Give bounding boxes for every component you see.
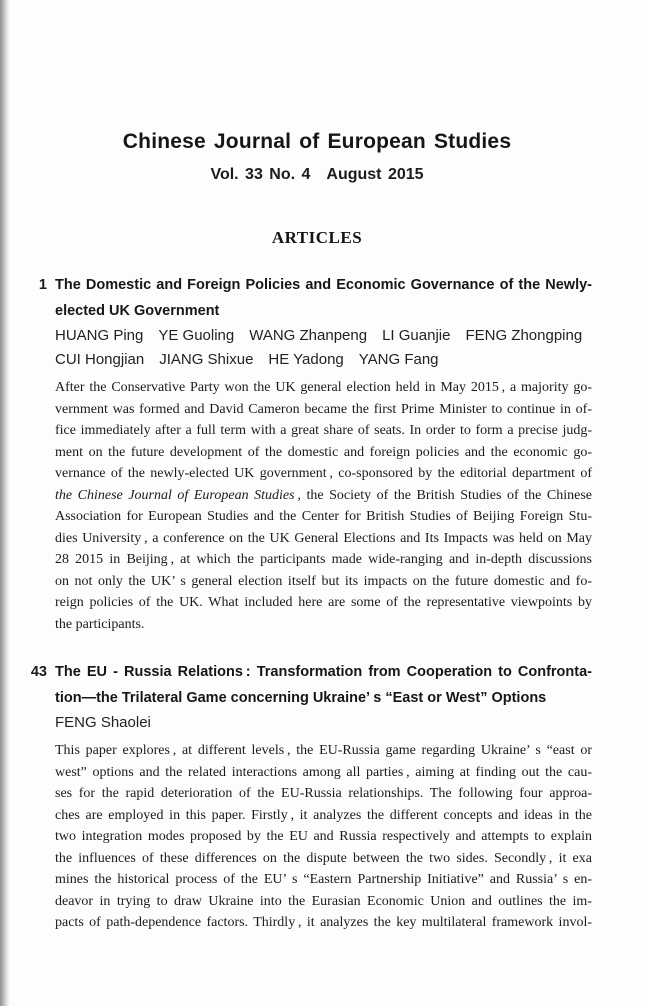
article-body <box>55 272 592 635</box>
abstract-line: This paper explores , at different levels , the EU-Russia game regarding Ukraine’ s “east or <box>55 743 592 758</box>
abstract-text-segment: , the Society of the British Studies of the Chinese <box>294 487 592 503</box>
article-body <box>55 659 592 934</box>
abstract-line: vernance of the newly-elected UK government , co-sponsored by the editorial department of <box>55 466 592 481</box>
abstract-line: fice immediately after a full term with a great share of seats. In order to form a precise judg- <box>55 423 592 438</box>
abstract-line: west” options and the related interactions among all parties , aiming at finding out the cau- <box>55 764 592 780</box>
journal-name-italic: the Chinese Journal of European Studies <box>55 487 295 503</box>
article-page-number: 1 <box>38 277 47 293</box>
article-authors-line: CUI Hongjian JIANG Shixue HE Yadong YANG Fang <box>55 351 439 368</box>
article-title-line: elected UK Government <box>55 303 220 319</box>
abstract-line: on not only the UK’ s general election itself but its impacts on the future domestic and fo- <box>55 573 592 589</box>
article-abstract <box>55 377 592 635</box>
abstract-line: the participants. <box>55 616 145 632</box>
article-entry <box>0 272 648 635</box>
article-authors-line: HUANG Ping YE Guoling WANG Zhanpeng LI Guanjie FENG Zhongping <box>55 327 583 344</box>
abstract-line: 28 2015 in Beijing , at which the participants made wide-ranging and in-depth discussions <box>55 552 592 567</box>
abstract-line: mines the historical process of the EU’ s “Eastern Partnership Initiative” and Russia’ s en- <box>55 872 592 887</box>
abstract-line: deavor in trying to draw Ukraine into the Eurasian Economic Union and outlines the im- <box>55 893 592 909</box>
abstract-line: After the Conservative Party won the UK general election held in May 2015 , a majority go- <box>55 380 592 395</box>
article-title-line: The EU - Russia Relations : Transformation from Cooperation to Confronta- <box>55 664 592 680</box>
abstract-line <box>55 485 592 507</box>
article-authors-line: FENG Shaolei <box>55 714 151 731</box>
article-title-line: The Domestic and Foreign Policies and Economic Governance of the Newly- <box>55 277 592 293</box>
article-title-line: tion—the Trilateral Game concerning Ukraine’ s “East or West” Options <box>55 690 547 706</box>
abstract-line: vernment was formed and David Cameron became the first Prime Minister to continue in of- <box>55 401 592 417</box>
article-page-number: 43 <box>30 664 47 680</box>
section-heading-articles: ARTICLES <box>271 228 363 247</box>
abstract-line: two integration modes proposed by the EU and Russia respectively and attempts to explain <box>55 829 592 844</box>
article-authors <box>55 711 592 735</box>
abstract-line: ses for the rapid deterioration of the EU-Russia relationships. The following four approa- <box>55 786 592 801</box>
article-authors <box>55 324 592 372</box>
abstract-line: ment on the future development of the domestic and foreign policies and the economic go- <box>55 444 592 460</box>
abstract-line: pacts of path-dependence factors. Thirdly , it analyzes the key multilateral framework invol- <box>55 915 592 930</box>
article-entry <box>0 659 648 934</box>
abstract-line: Association for European Studies and the Center for British Studies of Beijing Foreign Stu- <box>55 509 592 524</box>
article-title <box>55 272 592 324</box>
issue-line: Vol. 33 No. 4 August 2015 <box>210 166 424 183</box>
article-abstract <box>55 740 592 934</box>
journal-title: Chinese Journal of European Studies <box>122 130 512 153</box>
article-title <box>55 659 592 711</box>
abstract-line: reign policies of the UK. What included here are some of the representative viewpoints by <box>55 595 592 610</box>
journal-header <box>0 130 634 184</box>
abstract-line: ches are employed in this paper. Firstly , it analyzes the different concepts and ideas in the <box>55 807 592 823</box>
abstract-line: dies University , a conference on the UK General Elections and Its Impacts was held on May <box>55 530 592 546</box>
abstract-line: the influences of these differences on the dispute between the two sides. Secondly , it exa <box>55 850 592 866</box>
articles-list <box>0 272 648 934</box>
